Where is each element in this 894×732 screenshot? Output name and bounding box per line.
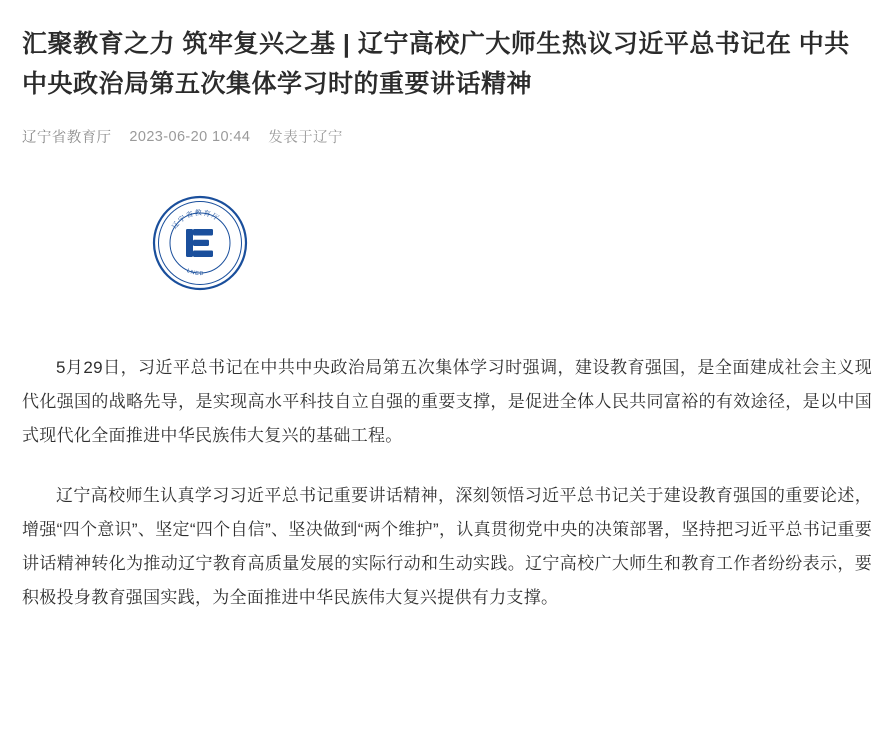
meta-location: 发表于辽宁	[268, 130, 343, 146]
meta-source: 辽宁省教育厅	[22, 130, 112, 146]
meta-datetime: 2023-06-20 10:44	[129, 128, 251, 145]
page-title: 汇聚教育之力 筑牢复兴之基 | 辽宁高校广大师生热议习近平总书记在 中共中央政治局第五次集体学习时的重要讲话精神	[22, 30, 850, 98]
article-meta	[22, 126, 872, 147]
article-paragraph: 5月29日，习近平总书记在中共中央政治局第五次集体学习时强调，建设教育强国，是全面建成社会主义现代化强国的战略先导，是实现高水平科技自立自强的重要支撑，是促进全体人民共同富裕的有效途径，是以中国式现代化全面推进中华民族伟大复兴的基础工程。	[22, 358, 872, 445]
liaoning-education-department-emblem-icon	[152, 195, 248, 291]
article-body	[22, 351, 872, 615]
svg-text:LNED: LNED	[185, 267, 205, 278]
logo-container	[22, 195, 872, 291]
svg-text:辽宁省教育厅: 辽宁省教育厅	[171, 209, 221, 231]
article-paragraph: 辽宁高校师生认真学习习近平总书记重要讲话精神，深刻领悟习近平总书记关于建设教育强国的重要论述，增强“四个意识”、坚定“四个自信”、坚决做到“两个维护”，认真贯彻党中央的决策部署，坚持把习近平总书记重要讲话精神转化为推动辽宁教育高质量发展的实际行动和生动实践。辽宁高校广大师生和教育工作者纷纷表示，要积极投身教育强国实践，为全面推进中华民族伟大复兴提供有力支撑。	[22, 486, 872, 607]
